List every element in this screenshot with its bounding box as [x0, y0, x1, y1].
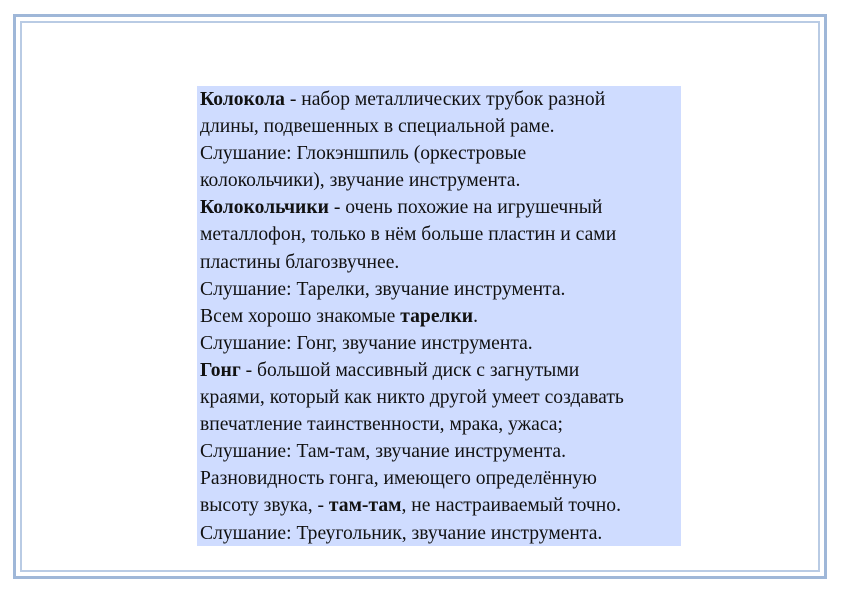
line-text: Слушание: Гонг, звучание инструмента. — [200, 332, 533, 354]
line-text: Разновидность гонга, имеющего определённую — [200, 468, 597, 490]
line-text: Слушание: Там-там, звучание инструмента. — [200, 441, 566, 463]
text-line — [200, 140, 684, 167]
text-line — [200, 492, 684, 519]
text-line — [200, 303, 684, 330]
line-text: , не настраиваемый точно. — [401, 495, 621, 517]
line-text: пластины благозвучнее. — [200, 251, 400, 273]
line-text: - очень похожие на игрушечный — [328, 197, 603, 219]
line-text: . — [473, 305, 478, 327]
line-text: металлофон, только в нём больше пластин и сами — [200, 224, 617, 246]
line-text: - большой массивный диск с загнутыми — [240, 359, 580, 381]
line-text: - набор металлических трубок разной — [284, 89, 606, 110]
line-text: Всем хорошо знакомые — [200, 305, 401, 327]
text-line — [200, 384, 684, 411]
text-line — [200, 221, 684, 248]
line-text: длины, подвешенных в специальной раме. — [200, 116, 555, 138]
text-line — [200, 330, 684, 357]
line-text: Слушание: Глокэншпиль (оркестровые — [200, 143, 527, 165]
text-line — [200, 465, 684, 492]
text-box — [197, 86, 681, 546]
term-gong: Гонг — [200, 359, 241, 381]
term-kolokola: Колокола — [200, 89, 285, 110]
text-line — [200, 411, 684, 438]
text-line — [200, 86, 684, 113]
text-line — [200, 357, 684, 384]
text-line — [200, 520, 684, 547]
text-line — [200, 249, 684, 276]
text-line — [200, 113, 684, 140]
line-text: высоту звука, - — [200, 495, 329, 517]
term-tarelki: тарелки — [400, 305, 474, 327]
text-line — [200, 167, 684, 194]
line-text: колокольчики), звучание инструмента. — [200, 170, 521, 192]
line-text: краями, который как никто другой умеет создавать — [200, 387, 624, 409]
line-text: Слушание: Треугольник, звучание инструмента. — [200, 522, 603, 544]
text-line — [200, 276, 684, 303]
term-kolokolchiki: Колокольчики — [200, 197, 329, 219]
line-text: Слушание: Тарелки, звучание инструмента. — [200, 278, 566, 300]
text-line — [200, 194, 684, 221]
text-line — [200, 438, 684, 465]
term-tam-tam: там-там — [328, 495, 402, 517]
line-text: впечатление таинственности, мрака, ужаса; — [200, 414, 563, 436]
text-body — [200, 86, 684, 547]
